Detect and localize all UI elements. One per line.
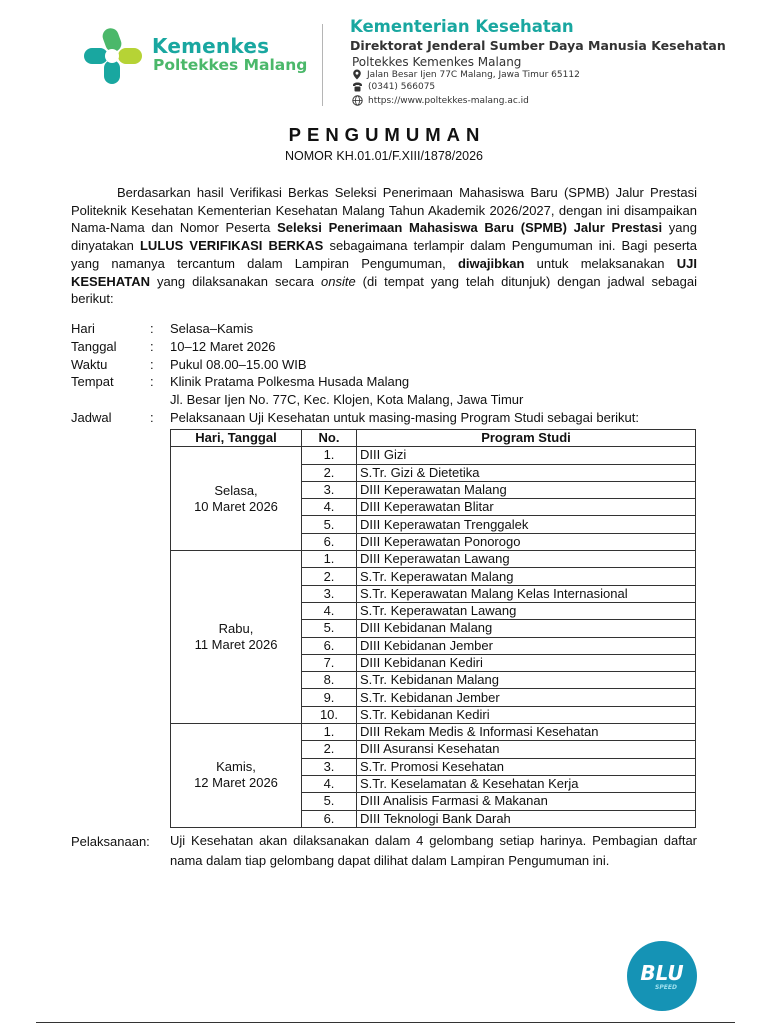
hari-value: Selasa–Kamis [170,321,254,336]
tempat-label: Tempat [71,374,114,389]
para-bold-spmb: Seleksi Penerimaan Mahasiswa Baru (SPMB) Jalur Prestasi [277,220,663,236]
program-studi: DIII Keperawatan Malang [357,481,696,498]
day-name: Kamis, [216,759,256,775]
para-text-3: sebagaimana terlampir dalam Pengumuman ini. Bagi peserta yang namanya tercantum dalam Lampiran Pengumuman, [71,238,697,271]
row-number: 1. [302,447,357,464]
row-number: 10. [302,706,357,723]
schedule-table [170,429,696,828]
program-studi: S.Tr. Kebidanan Jember [357,689,696,706]
para-text-4: untuk melaksanakan [524,255,677,271]
tanggal-label: Tanggal [71,339,117,354]
program-studi: DIII Keperawatan Blitar [357,499,696,516]
program-studi: DIII Kebidanan Jember [357,637,696,654]
phone-icon [352,82,363,92]
row-number: 8. [302,672,357,689]
day-date: 12 Maret 2026 [194,775,278,791]
row-number: 6. [302,637,357,654]
hari-label: Hari [71,321,95,336]
website-text[interactable]: https://www.poltekkes-malang.ac.id [368,95,529,106]
program-studi: DIII Keperawatan Trenggalek [357,516,696,533]
row-number: 9. [302,689,357,706]
program-studi: DIII Kebidanan Malang [357,620,696,637]
para-bold-diwajibkan: diwajibkan [457,255,525,271]
pelaksanaan-text: Uji Kesehatan akan dilaksanakan dalam 4 gelombang setiap harinya. Pembagian daftar nama dalam tiap gelombang dapat dilihat dalam Lampiran Pengumuman ini. [170,833,697,868]
program-studi: DIII Gizi [357,447,696,464]
program-studi: S.Tr. Keperawatan Malang [357,568,696,585]
globe-icon [352,95,363,106]
para-bold-lulus: LULUS VERIFIKASI BERKAS [139,238,324,254]
jadwal-label: Jadwal [71,410,112,425]
address-line [352,69,580,80]
header-no: No. [302,430,357,447]
row-number: 4. [302,602,357,619]
header-divider [322,24,323,106]
institution-name: Poltekkes Kemenkes Malang [352,55,522,69]
directorate-name: Direktorat Jenderal Sumber Daya Manusia Kesehatan [350,38,726,53]
day-date: 10 Maret 2026 [194,498,278,514]
program-studi: DIII Keperawatan Ponorogo [357,533,696,550]
day-cell [171,724,302,828]
program-studi: S.Tr. Keperawatan Lawang [357,602,696,619]
pelaksanaan-label: Pelaksanaan: [71,834,150,849]
program-studi: S.Tr. Keperawatan Malang Kelas Internasional [357,585,696,602]
row-number: 4. [302,775,357,792]
program-studi: DIII Analisis Farmasi & Makanan [357,793,696,810]
row-number: 7. [302,654,357,671]
address-text: Jalan Besar Ijen 77C Malang, Jawa Timur 65112 [367,69,580,80]
program-studi: S.Tr. Keselamatan & Kesehatan Kerja [357,775,696,792]
para-italic-onsite: onsite [320,273,356,289]
blu-speed-logo [626,940,698,1012]
row-number: 1. [302,551,357,568]
waktu-colon: : [150,357,154,372]
intro-paragraph [71,184,697,308]
program-studi: S.Tr. Promosi Kesehatan [357,758,696,775]
program-studi: DIII Keperawatan Lawang [357,551,696,568]
header-hari-tanggal: Hari, Tanggal [171,430,302,447]
website-line [352,95,529,106]
waktu-label: Waktu [71,357,108,372]
day-cell [171,447,302,551]
table-row [171,724,696,741]
tempat-colon: : [150,374,154,389]
hari-colon: : [150,321,154,336]
blu-text: BLU [640,961,684,985]
row-number: 6. [302,533,357,550]
row-number: 5. [302,516,357,533]
day-name: Rabu, [218,621,254,637]
row-number: 3. [302,758,357,775]
row-number: 2. [302,741,357,758]
program-studi: S.Tr. Kebidanan Malang [357,672,696,689]
program-studi: S.Tr. Gizi & Dietetika [357,464,696,481]
tempat-value-1: Klinik Pratama Polkesma Husada Malang [170,374,410,389]
day-name: Selasa, [214,482,258,498]
row-number: 3. [302,481,357,498]
row-number: 2. [302,464,357,481]
para-text-1: Berdasarkan hasil Verifikasi Berkas Seleksi Penerimaan Mahasiswa Baru (SPMB) Jalur Prestasi Politeknik Kesehatan Kementerian Kesehatan Malang Tahun Akademik 2026/2027, dengan ini disampaikan Nama-Nama dan Nomor Peserta [71,185,697,236]
phone-text: (0341) 566075 [368,82,436,92]
program-studi: DIII Rekam Medis & Informasi Kesehatan [357,724,696,741]
row-number: 5. [302,793,357,810]
para-bold-uji: UJI KESEHATAN [71,255,697,289]
waktu-value: Pukul 08.00–15.00 WIB [170,357,307,372]
para-text-6: (di tempat yang telah ditunjuk) dengan jadwal sebagai berikut: [71,273,697,307]
kemenkes-logo-icon [82,26,144,86]
program-studi: DIII Asuransi Kesehatan [357,741,696,758]
row-number: 5. [302,620,357,637]
logo-text-poltekkes: Poltekkes Malang [153,56,308,74]
table-row [171,551,696,568]
ministry-name: Kementerian Kesehatan [350,17,574,36]
page-title: PENGUMUMAN [288,124,486,145]
day-date: 11 Maret 2026 [194,637,278,653]
program-studi: DIII Teknologi Bank Darah [357,810,696,827]
row-number: 4. [302,499,357,516]
document-number: NOMOR KH.01.01/F.XIII/1878/2026 [284,149,484,163]
footer-line [36,1022,735,1023]
jadwal-colon: : [150,410,154,425]
row-number: 2. [302,568,357,585]
tanggal-colon: : [150,339,154,354]
logo-text-kemenkes: Kemenkes [152,34,270,58]
tempat-value-2: Jl. Besar Ijen No. 77C, Kec. Klojen, Kota Malang, Jawa Timur [170,392,524,407]
row-number: 6. [302,810,357,827]
jadwal-value: Pelaksanaan Uji Kesehatan untuk masing-masing Program Studi sebagai berikut: [170,410,639,425]
row-number: 3. [302,585,357,602]
para-text-5: yang dilaksanakan secara [149,273,321,289]
table-row [171,447,696,464]
program-studi: DIII Kebidanan Kediri [357,654,696,671]
phone-line [352,82,435,92]
para-text-2: yang dinyatakan [71,220,697,254]
row-number: 1. [302,724,357,741]
day-cell [171,551,302,724]
tanggal-value: 10–12 Maret 2026 [170,339,276,354]
header-program-studi: Program Studi [357,430,696,447]
table-header-row [171,430,696,447]
blu-sub-text: SPEED [655,984,677,991]
program-studi: S.Tr. Kebidanan Kediri [357,706,696,723]
location-pin-icon [352,69,362,80]
